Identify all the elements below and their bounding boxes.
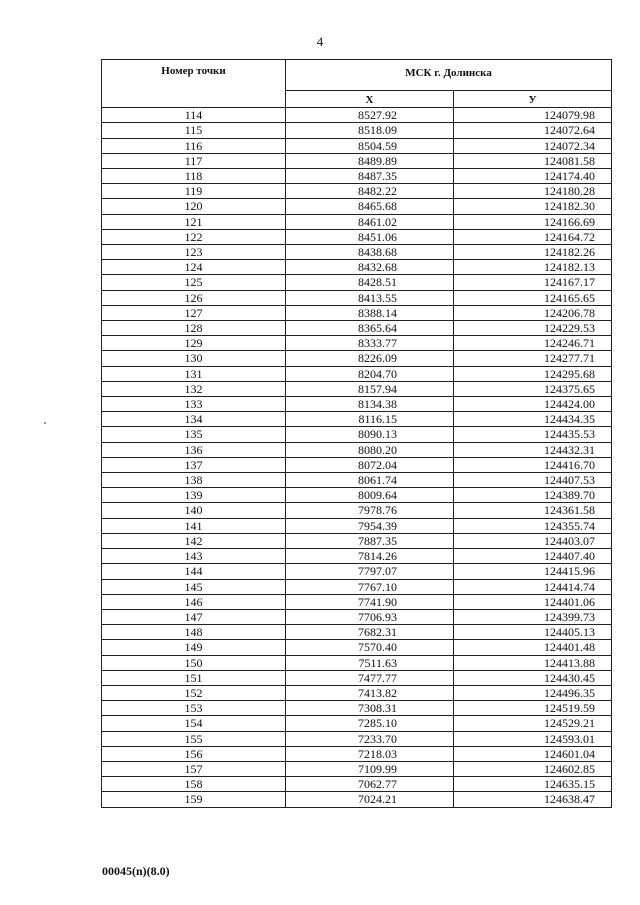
table-row <box>102 655 612 670</box>
x-cell: 8487.35 <box>286 169 454 184</box>
point-number-cell: 149 <box>102 640 286 655</box>
table-row <box>102 245 612 260</box>
table-row <box>102 321 612 336</box>
x-cell: 7285.10 <box>286 716 454 731</box>
table-row <box>102 351 612 366</box>
y-cell: 124401.48 <box>454 640 612 655</box>
y-cell: 124165.65 <box>454 290 612 305</box>
table-row <box>102 412 612 427</box>
point-number-cell: 155 <box>102 731 286 746</box>
y-cell: 124593.01 <box>454 731 612 746</box>
point-number-cell: 142 <box>102 533 286 548</box>
y-cell: 124430.45 <box>454 670 612 685</box>
point-number-cell: 156 <box>102 746 286 761</box>
table-row <box>102 336 612 351</box>
x-cell: 8413.55 <box>286 290 454 305</box>
y-cell: 124072.34 <box>454 138 612 153</box>
y-cell: 124166.69 <box>454 214 612 229</box>
y-cell: 124174.40 <box>454 169 612 184</box>
x-cell: 7887.35 <box>286 533 454 548</box>
x-cell: 8388.14 <box>286 305 454 320</box>
y-cell: 124601.04 <box>454 746 612 761</box>
point-number-cell: 136 <box>102 442 286 457</box>
x-cell: 8365.64 <box>286 321 454 336</box>
table-row <box>102 184 612 199</box>
table-row <box>102 640 612 655</box>
point-number-cell: 131 <box>102 366 286 381</box>
y-cell: 124414.74 <box>454 579 612 594</box>
point-number-cell: 115 <box>102 123 286 138</box>
table-row <box>102 457 612 472</box>
point-number-cell: 138 <box>102 473 286 488</box>
point-number-cell: 121 <box>102 214 286 229</box>
point-number-cell: 126 <box>102 290 286 305</box>
x-cell: 8009.64 <box>286 488 454 503</box>
x-cell: 8080.20 <box>286 442 454 457</box>
point-number-cell: 143 <box>102 549 286 564</box>
point-number-cell: 117 <box>102 153 286 168</box>
y-cell: 124182.26 <box>454 245 612 260</box>
y-cell: 124355.74 <box>454 518 612 533</box>
point-number-cell: 145 <box>102 579 286 594</box>
y-cell: 124424.00 <box>454 397 612 412</box>
coordinates-table <box>101 59 612 808</box>
x-cell: 7706.93 <box>286 609 454 624</box>
table-row <box>102 397 612 412</box>
point-number-cell: 147 <box>102 609 286 624</box>
x-cell: 7233.70 <box>286 731 454 746</box>
y-cell: 124229.53 <box>454 321 612 336</box>
y-cell: 124403.07 <box>454 533 612 548</box>
table-row <box>102 625 612 640</box>
table-row <box>102 488 612 503</box>
x-cell: 7570.40 <box>286 640 454 655</box>
y-cell: 124081.58 <box>454 153 612 168</box>
table-row <box>102 579 612 594</box>
coordinates-table-body <box>102 108 612 807</box>
point-number-cell: 135 <box>102 427 286 442</box>
y-cell: 124182.13 <box>454 260 612 275</box>
y-cell: 124361.58 <box>454 503 612 518</box>
point-number-cell: 133 <box>102 397 286 412</box>
table-row <box>102 427 612 442</box>
y-cell: 124413.88 <box>454 655 612 670</box>
point-number-cell: 130 <box>102 351 286 366</box>
y-cell: 124405.13 <box>454 625 612 640</box>
point-number-cell: 157 <box>102 761 286 776</box>
x-cell: 7682.31 <box>286 625 454 640</box>
x-cell: 7511.63 <box>286 655 454 670</box>
y-cell: 124079.98 <box>454 108 612 123</box>
table-row <box>102 473 612 488</box>
y-cell: 124434.35 <box>454 412 612 427</box>
y-cell: 124401.06 <box>454 594 612 609</box>
x-cell: 7024.21 <box>286 792 454 807</box>
x-cell: 8438.68 <box>286 245 454 260</box>
x-cell: 8226.09 <box>286 351 454 366</box>
table-row <box>102 731 612 746</box>
point-number-cell: 150 <box>102 655 286 670</box>
point-number-cell: 128 <box>102 321 286 336</box>
y-cell: 124399.73 <box>454 609 612 624</box>
table-row <box>102 701 612 716</box>
x-cell: 8482.22 <box>286 184 454 199</box>
point-number-header: Номер точки <box>102 60 286 108</box>
x-header: X <box>286 91 454 108</box>
point-number-cell: 120 <box>102 199 286 214</box>
msk-header: МСК г. Долинска <box>286 60 612 91</box>
point-number-cell: 139 <box>102 488 286 503</box>
x-cell: 8090.13 <box>286 427 454 442</box>
point-number-cell: 127 <box>102 305 286 320</box>
table-row <box>102 153 612 168</box>
x-cell: 7978.76 <box>286 503 454 518</box>
point-number-cell: 129 <box>102 336 286 351</box>
x-cell: 7797.07 <box>286 564 454 579</box>
y-cell: 124407.40 <box>454 549 612 564</box>
y-cell: 124602.85 <box>454 761 612 776</box>
table-row <box>102 442 612 457</box>
table-row <box>102 275 612 290</box>
table-row <box>102 290 612 305</box>
y-cell: 124496.35 <box>454 685 612 700</box>
y-cell: 124182.30 <box>454 199 612 214</box>
point-number-cell: 152 <box>102 685 286 700</box>
y-cell: 124407.53 <box>454 473 612 488</box>
point-number-cell: 141 <box>102 518 286 533</box>
point-number-cell: 159 <box>102 792 286 807</box>
point-number-cell: 151 <box>102 670 286 685</box>
x-cell: 8489.89 <box>286 153 454 168</box>
point-number-cell: 158 <box>102 777 286 792</box>
y-header: У <box>454 91 612 108</box>
x-cell: 8061.74 <box>286 473 454 488</box>
y-cell: 124519.59 <box>454 701 612 716</box>
table-row <box>102 564 612 579</box>
point-number-cell: 122 <box>102 229 286 244</box>
point-number-cell: 124 <box>102 260 286 275</box>
point-number-cell: 118 <box>102 169 286 184</box>
table-row <box>102 716 612 731</box>
point-number-cell: 116 <box>102 138 286 153</box>
y-cell: 124246.71 <box>454 336 612 351</box>
table-row <box>102 792 612 807</box>
table-row <box>102 685 612 700</box>
y-cell: 124416.70 <box>454 457 612 472</box>
x-cell: 8072.04 <box>286 457 454 472</box>
x-cell: 7413.82 <box>286 685 454 700</box>
point-number-cell: 153 <box>102 701 286 716</box>
table-row <box>102 260 612 275</box>
x-cell: 8527.92 <box>286 108 454 123</box>
table-row <box>102 609 612 624</box>
x-cell: 7308.31 <box>286 701 454 716</box>
y-cell: 124415.96 <box>454 564 612 579</box>
point-number-cell: 123 <box>102 245 286 260</box>
table-row <box>102 549 612 564</box>
table-row <box>102 518 612 533</box>
y-cell: 124435.53 <box>454 427 612 442</box>
table-row <box>102 503 612 518</box>
x-cell: 7814.26 <box>286 549 454 564</box>
y-cell: 124277.71 <box>454 351 612 366</box>
point-number-cell: 119 <box>102 184 286 199</box>
table-row <box>102 777 612 792</box>
y-cell: 124635.15 <box>454 777 612 792</box>
table-row <box>102 594 612 609</box>
point-number-cell: 125 <box>102 275 286 290</box>
y-cell: 124295.68 <box>454 366 612 381</box>
x-cell: 8465.68 <box>286 199 454 214</box>
y-cell: 124375.65 <box>454 381 612 396</box>
point-number-cell: 140 <box>102 503 286 518</box>
table-row <box>102 214 612 229</box>
y-cell: 124638.47 <box>454 792 612 807</box>
x-cell: 8428.51 <box>286 275 454 290</box>
table-row <box>102 229 612 244</box>
x-cell: 7109.99 <box>286 761 454 776</box>
table-row <box>102 533 612 548</box>
x-cell: 8204.70 <box>286 366 454 381</box>
x-cell: 8451.06 <box>286 229 454 244</box>
point-number-cell: 114 <box>102 108 286 123</box>
point-number-cell: 148 <box>102 625 286 640</box>
table-row <box>102 381 612 396</box>
x-cell: 8333.77 <box>286 336 454 351</box>
coordinates-table-header <box>102 60 612 108</box>
table-row <box>102 138 612 153</box>
x-cell: 7062.77 <box>286 777 454 792</box>
table-row <box>102 670 612 685</box>
table-row <box>102 169 612 184</box>
x-cell: 7954.39 <box>286 518 454 533</box>
x-cell: 7218.03 <box>286 746 454 761</box>
table-row <box>102 761 612 776</box>
table-row <box>102 123 612 138</box>
table-row <box>102 199 612 214</box>
x-cell: 8461.02 <box>286 214 454 229</box>
page-number: 4 <box>316 34 324 49</box>
x-cell: 8134.38 <box>286 397 454 412</box>
x-cell: 7741.90 <box>286 594 454 609</box>
table-row <box>102 366 612 381</box>
y-cell: 124072.64 <box>454 123 612 138</box>
x-cell: 8518.09 <box>286 123 454 138</box>
point-number-cell: 154 <box>102 716 286 731</box>
document-code: 00045(n)(8.0) <box>102 864 170 878</box>
x-cell: 8116.15 <box>286 412 454 427</box>
y-cell: 124164.72 <box>454 229 612 244</box>
x-cell: 8504.59 <box>286 138 454 153</box>
y-cell: 124206.78 <box>454 305 612 320</box>
y-cell: 124180.28 <box>454 184 612 199</box>
point-number-cell: 137 <box>102 457 286 472</box>
x-cell: 7477.77 <box>286 670 454 685</box>
x-cell: 8157.94 <box>286 381 454 396</box>
y-cell: 124389.70 <box>454 488 612 503</box>
y-cell: 124529.21 <box>454 716 612 731</box>
point-number-cell: 134 <box>102 412 286 427</box>
x-cell: 8432.68 <box>286 260 454 275</box>
y-cell: 124167.17 <box>454 275 612 290</box>
point-number-cell: 144 <box>102 564 286 579</box>
table-row <box>102 305 612 320</box>
y-cell: 124432.31 <box>454 442 612 457</box>
point-number-cell: 146 <box>102 594 286 609</box>
table-row <box>102 108 612 123</box>
x-cell: 7767.10 <box>286 579 454 594</box>
scan-speck <box>44 422 46 424</box>
table-row <box>102 746 612 761</box>
point-number-cell: 132 <box>102 381 286 396</box>
